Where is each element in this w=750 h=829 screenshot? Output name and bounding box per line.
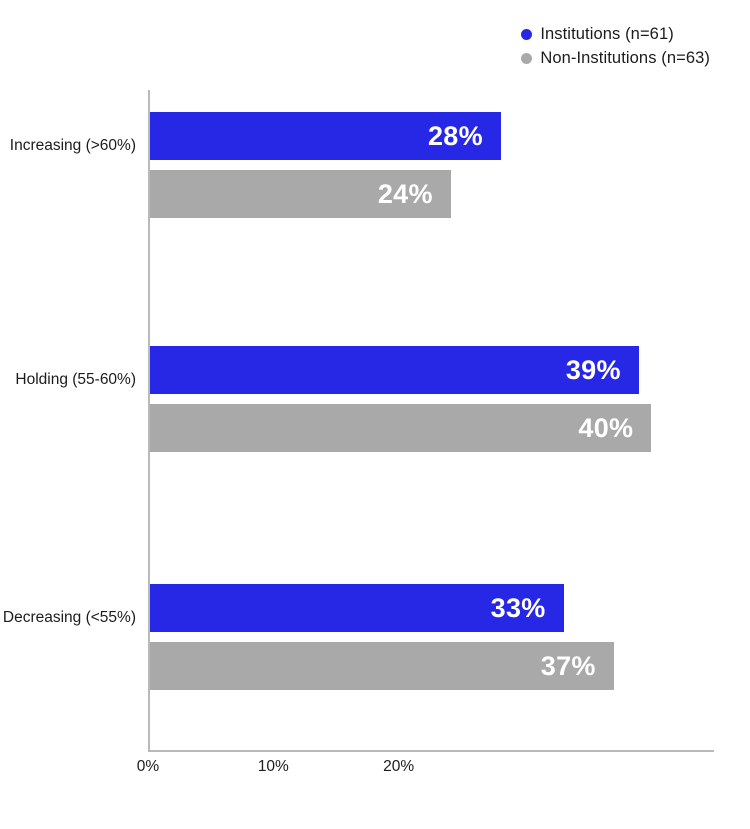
x-axis-tick-labels xyxy=(136,758,714,788)
bar-non-institutions-holding xyxy=(150,404,651,452)
bar-group-increasing xyxy=(150,112,714,218)
bar-group-holding xyxy=(150,346,714,452)
category-axis-labels xyxy=(0,90,136,752)
bar-value-non-institutions-decreasing: 37% xyxy=(540,650,596,681)
category-label-increasing-sub: (>60%) xyxy=(85,137,136,154)
legend-swatch-institutions xyxy=(521,29,532,40)
legend-label-non-institutions: Non-Institutions (n=63) xyxy=(540,48,710,67)
category-label-increasing xyxy=(0,136,136,155)
bar-value-institutions-decreasing: 33% xyxy=(490,592,546,623)
x-tick-1: 10% xyxy=(257,758,289,775)
legend-item-institutions xyxy=(521,22,710,46)
category-label-decreasing xyxy=(0,608,136,627)
legend-swatch-non-institutions xyxy=(521,53,532,64)
x-tick-2: 20% xyxy=(383,758,415,775)
bar-value-institutions-increasing: 28% xyxy=(427,120,483,151)
bar-value-non-institutions-holding: 40% xyxy=(578,412,634,443)
category-label-holding-sub: (55-60%) xyxy=(72,371,136,388)
bar-group-decreasing xyxy=(150,584,714,690)
bar-institutions-decreasing xyxy=(150,584,564,632)
category-label-holding-main: Holding xyxy=(15,371,68,388)
bar-value-non-institutions-increasing: 24% xyxy=(377,178,433,209)
category-label-decreasing-sub: (<55%) xyxy=(85,609,136,626)
bar-institutions-increasing xyxy=(150,112,501,160)
bar-institutions-holding xyxy=(150,346,639,394)
legend-item-non-institutions xyxy=(521,46,710,70)
x-axis-line xyxy=(148,750,714,752)
category-label-increasing-main: Increasing xyxy=(9,137,82,154)
bar-non-institutions-decreasing xyxy=(150,642,614,690)
plot-area xyxy=(148,90,714,752)
bar-non-institutions-increasing xyxy=(150,170,451,218)
category-label-holding xyxy=(0,370,136,389)
x-tick-0: 0% xyxy=(136,758,160,775)
bar-value-institutions-holding: 39% xyxy=(565,354,621,385)
category-label-decreasing-main: Decreasing xyxy=(2,609,82,626)
legend-label-institutions: Institutions (n=61) xyxy=(540,24,674,43)
chart-legend xyxy=(521,22,710,70)
